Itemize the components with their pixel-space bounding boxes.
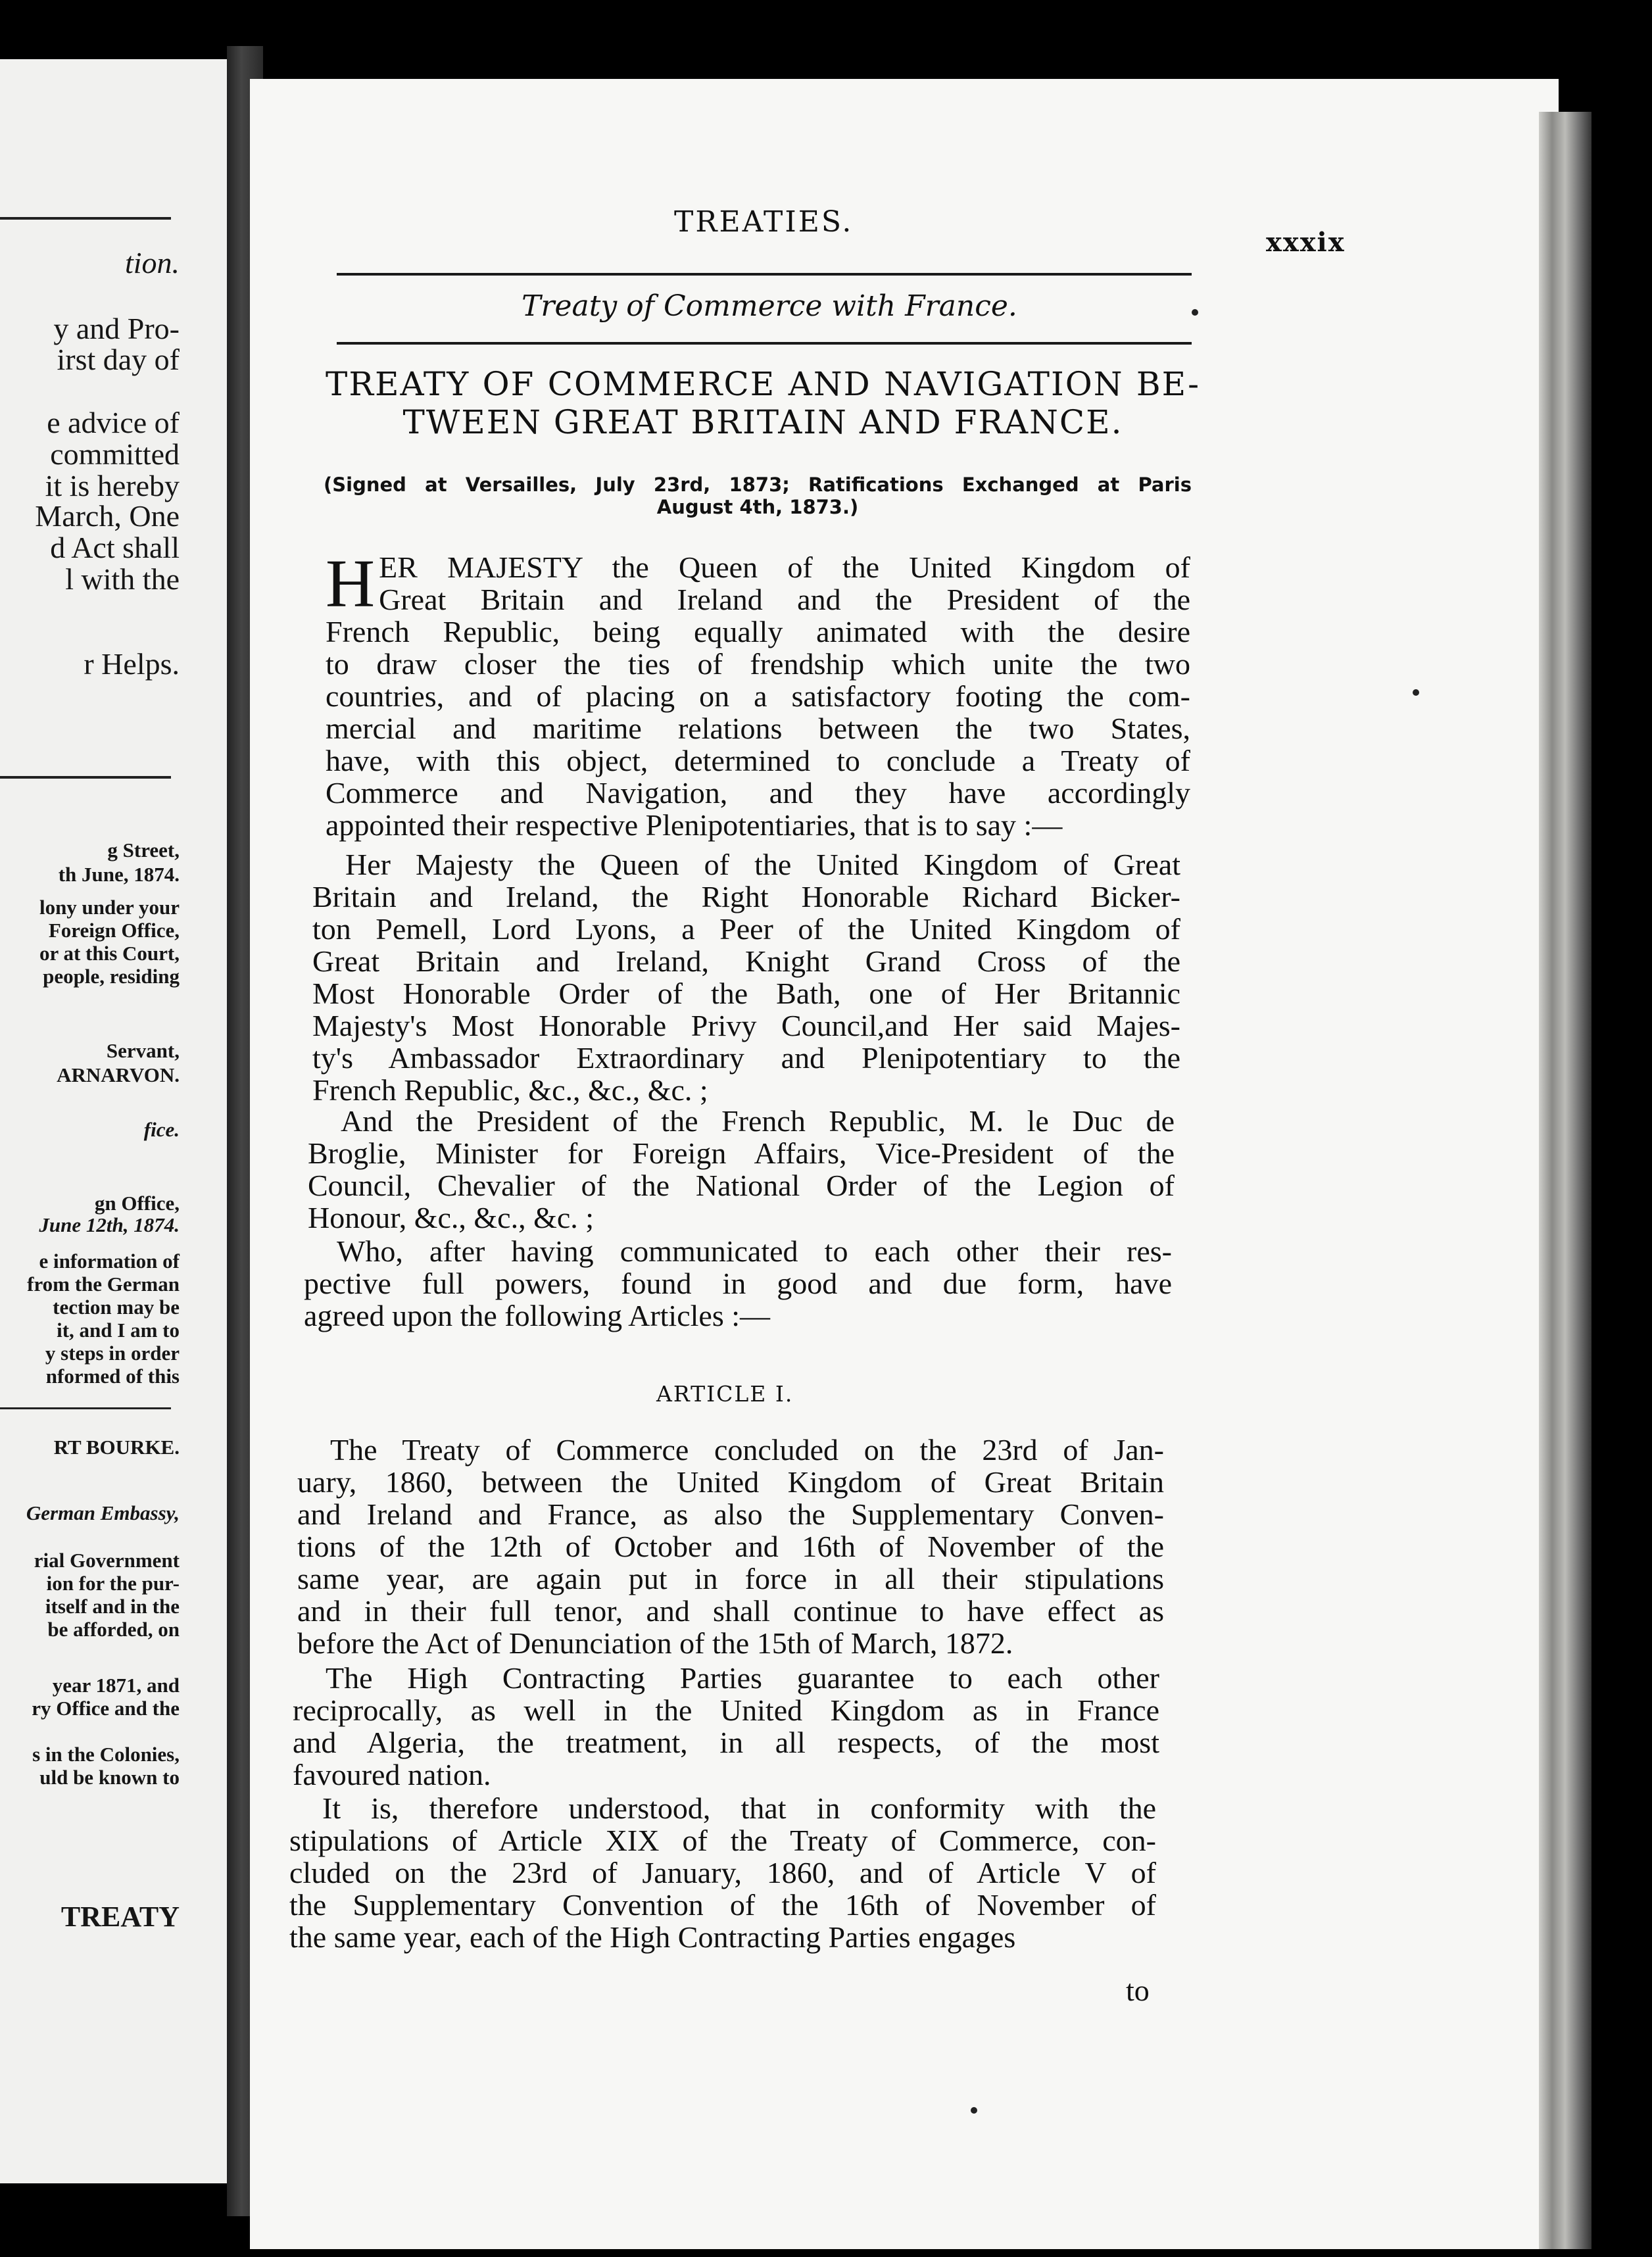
text-line: tions of the 12th of October and 16th of November of the xyxy=(297,1530,1164,1563)
drop-cap: H xyxy=(326,546,376,621)
page-edge xyxy=(1539,112,1591,2249)
left-page-line: irst day of xyxy=(57,343,180,376)
left-page-line: it, and I am to xyxy=(57,1319,180,1342)
text-line: Majesty's Most Honorable Privy Council,and Her said Majes- xyxy=(312,1009,1180,1042)
signing-note xyxy=(324,473,1192,518)
text-line: appointed their respective Plenipotentiaries, that is to say :— xyxy=(326,808,1063,842)
left-page-line: June 12th, 1874. xyxy=(39,1213,180,1236)
text-line: and Algeria, the treatment, in all respects, of the most xyxy=(293,1726,1159,1759)
left-page-line: fice. xyxy=(143,1118,180,1141)
text-line: ton Pemell, Lord Lyons, a Peer of the United Kingdom of xyxy=(312,912,1180,946)
text-line: Honour, &c., &c., &c. ; xyxy=(308,1201,595,1234)
left-page-line: d Act shall xyxy=(50,531,180,564)
text-line: the Supplementary Convention of the 16th of November of xyxy=(289,1888,1156,1922)
page-header-title: TREATIES. xyxy=(674,205,854,239)
left-page-line: nformed of this xyxy=(45,1365,180,1388)
left-page-line: g Street, xyxy=(107,838,180,862)
left-page-line: lony under your xyxy=(39,896,180,919)
left-page-line: e information of xyxy=(39,1250,180,1273)
header-rule-top xyxy=(337,273,1192,276)
left-page-line: people, residing xyxy=(43,965,180,988)
text-line: before the Act of Denunciation of the 15th of March, 1872. xyxy=(297,1626,1013,1660)
text-line: Most Honorable Order of the Bath, one of Her Britannic xyxy=(312,977,1180,1010)
article-heading: ARTICLE I. xyxy=(656,1381,794,1407)
text-line: Council, Chevalier of the National Order of the Legion of xyxy=(308,1169,1175,1202)
text-line: uary, 1860, between the United Kingdom of Great Britain xyxy=(297,1465,1164,1499)
left-page-line: ry Office and the xyxy=(32,1697,180,1720)
ink-speck xyxy=(1192,309,1198,316)
text-line: to draw closer the ties of frendship which unite the two xyxy=(326,647,1190,681)
text-line: pective full powers, found in good and due form, have xyxy=(304,1267,1172,1300)
text-line: favoured nation. xyxy=(293,1758,491,1791)
text-line: French Republic, &c., &c., &c. ; xyxy=(312,1073,708,1107)
text-line: Who, after having communicated to each other their res- xyxy=(337,1234,1172,1268)
left-page-rule xyxy=(0,776,171,779)
running-head: Treaty of Commerce with France. xyxy=(522,289,1017,323)
text-line: French Republic, being equally animated with the desire xyxy=(326,615,1190,648)
text-line: And the President of the French Republic, M. le Duc de xyxy=(341,1104,1175,1138)
agreement-paragraph xyxy=(304,1235,1172,1332)
article-1-paragraph-3 xyxy=(289,1792,1156,1953)
left-page-line: itself and in the xyxy=(45,1595,180,1618)
left-page-line: TREATY xyxy=(61,1901,180,1933)
text-line: have, with this object, determined to conclude a Treaty of xyxy=(326,744,1190,777)
left-page-line: March, One xyxy=(35,499,180,533)
text-line: and in their full tenor, and shall continue to have effect as xyxy=(297,1594,1164,1628)
text-line: It is, therefore understood, that in conformity with the xyxy=(322,1791,1156,1825)
left-page-line: l with the xyxy=(65,562,180,596)
ink-speck xyxy=(971,2107,977,2114)
text-line: Great Britain and Ireland, Knight Grand Cross of the xyxy=(312,944,1180,978)
text-line: reciprocally, as well in the United Kingdom as in France xyxy=(293,1693,1159,1727)
text-line: same year, are again put in force in all their stipulations xyxy=(297,1562,1164,1595)
left-page-line: be afforded, on xyxy=(47,1618,180,1641)
left-page-line: committed xyxy=(50,437,180,471)
left-page-line: ion for the pur- xyxy=(46,1572,180,1595)
text-line: cluded on the 23rd of January, 1860, and of Article V of xyxy=(289,1856,1156,1889)
left-page-line: y steps in order xyxy=(45,1342,180,1365)
left-page-line: r Helps. xyxy=(84,647,180,681)
text-line: and Ireland and France, as also the Supplementary Conven- xyxy=(297,1497,1164,1531)
left-page-line: y and Pro- xyxy=(53,312,180,345)
left-page-line: gn Office, xyxy=(94,1192,180,1215)
left-page-line: s in the Colonies, xyxy=(32,1743,180,1766)
text-line: ty's Ambassador Extraordinary and Plenipotentiary to the xyxy=(312,1041,1180,1075)
article-1-paragraph-2 xyxy=(293,1662,1159,1791)
page-number: xxxix xyxy=(1266,227,1346,258)
treaty-title-line: TWEEN GREAT BRITAIN AND FRANCE. xyxy=(402,403,1123,441)
left-page-rule xyxy=(0,1407,171,1409)
left-page-line: tion. xyxy=(124,246,180,279)
left-page-line: it is hereby xyxy=(45,469,180,502)
left-page-line: German Embassy, xyxy=(26,1501,180,1524)
treaty-title-line: TREATY OF COMMERCE AND NAVIGATION BE- xyxy=(326,365,1200,403)
plenipotentiary-fr-paragraph xyxy=(308,1105,1175,1234)
left-page-line: e advice of xyxy=(47,406,180,439)
left-page-fragment xyxy=(0,59,227,2183)
left-page-line: year 1871, and xyxy=(52,1674,180,1697)
left-page-line: ARNARVON. xyxy=(57,1063,180,1086)
text-line: agreed upon the following Articles :— xyxy=(304,1299,771,1332)
article-1-paragraph-1 xyxy=(297,1434,1164,1659)
ink-speck xyxy=(1413,689,1419,696)
header-rule-bottom xyxy=(337,342,1192,345)
left-page-rule xyxy=(0,217,171,220)
left-page-line: tection may be xyxy=(53,1296,180,1319)
left-page-line: or at this Court, xyxy=(39,942,180,965)
text-line: Britain and Ireland, the Right Honorable Richard Bicker- xyxy=(312,880,1180,913)
text-line: The High Contracting Parties guarantee to each other xyxy=(326,1661,1159,1695)
plenipotentiary-uk-paragraph xyxy=(312,848,1180,1106)
treaty-title xyxy=(326,365,1200,441)
text-line: the same year, each of the High Contracting Parties engages xyxy=(289,1920,1016,1954)
left-page-line: Servant, xyxy=(106,1039,180,1062)
left-page-line: th June, 1874. xyxy=(58,863,180,886)
left-page-line: rial Government xyxy=(34,1549,180,1572)
text-line: Great Britain and Ireland and the President of the xyxy=(379,583,1190,616)
text-line: stipulations of Article XIX of the Treaty of Commerce, con- xyxy=(289,1824,1156,1857)
signing-note-line: (Signed at Versailles, July 23rd, 1873; Ratifications Exchanged at Paris xyxy=(324,473,1192,496)
text-line: Her Majesty the Queen of the United Kingdom of Great xyxy=(345,848,1180,881)
text-line: mercial and maritime relations between the two States, xyxy=(326,712,1190,745)
left-page-line: uld be known to xyxy=(39,1766,180,1789)
text-line: ER MAJESTY the Queen of the United Kingdom of xyxy=(379,550,1190,584)
catchword: to xyxy=(1126,1974,1150,2007)
text-line: The Treaty of Commerce concluded on the 23rd of Jan- xyxy=(330,1433,1164,1467)
preamble-lines xyxy=(326,546,1190,842)
signing-note-line: August 4th, 1873.) xyxy=(656,496,859,518)
text-line: countries, and of placing on a satisfactory footing the com- xyxy=(326,679,1190,713)
preamble-paragraph xyxy=(326,546,1190,842)
text-line: Broglie, Minister for Foreign Affairs, Vice-President of the xyxy=(308,1136,1175,1170)
left-page-line: from the German xyxy=(27,1273,180,1296)
left-page-line: RT BOURKE. xyxy=(53,1436,180,1459)
text-line: Commerce and Navigation, and they have accordingly xyxy=(326,776,1190,810)
left-page-line: Foreign Office, xyxy=(48,919,180,942)
